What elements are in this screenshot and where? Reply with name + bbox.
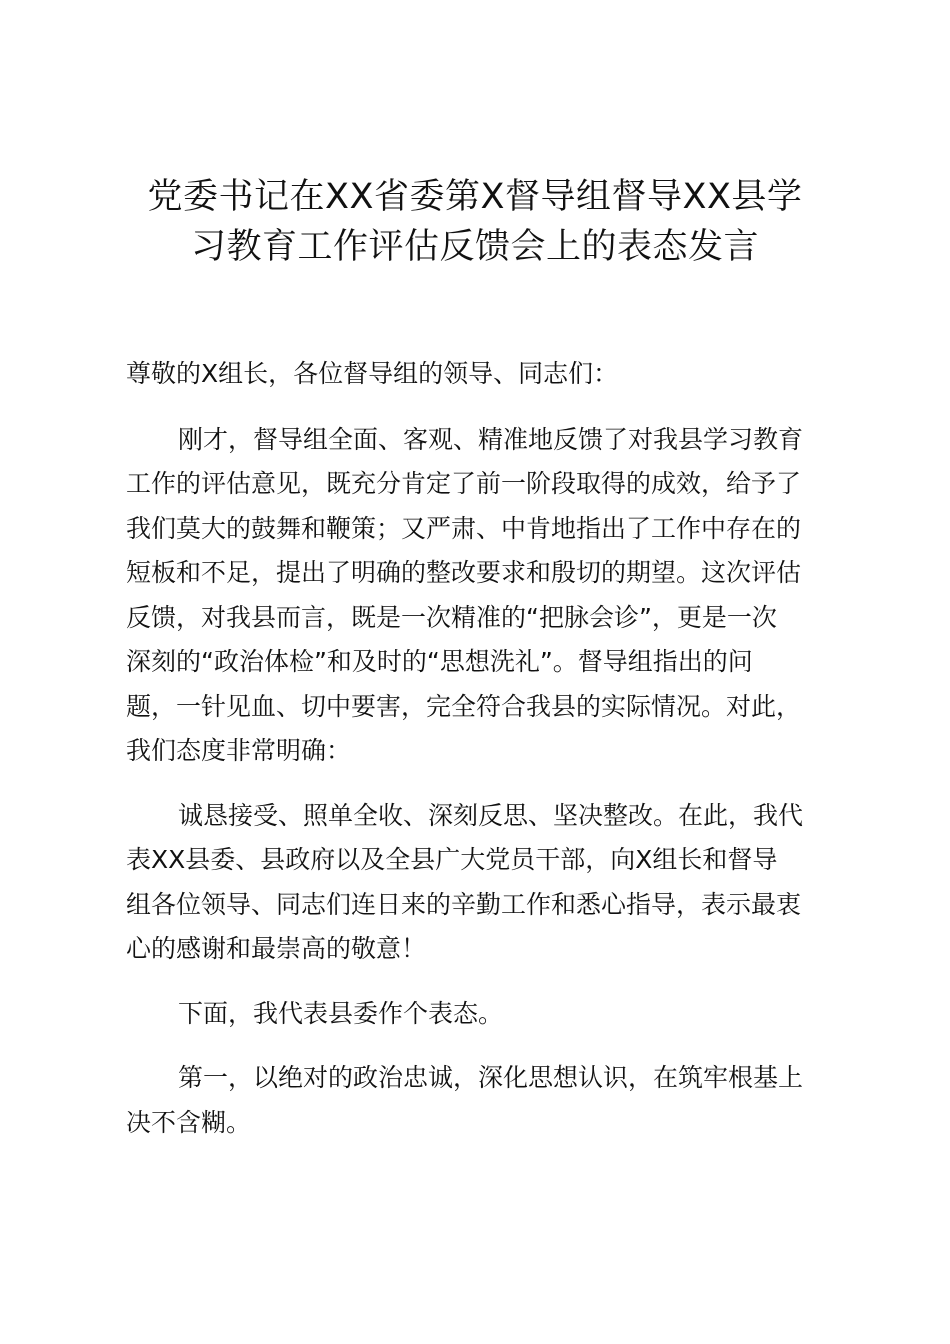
- paragraph-3-line: 下面，我代表县委作个表态。: [178, 998, 504, 1028]
- paragraph-1-line: 短板和不足，提出了明确的整改要求和殷切的期望。这次评估: [126, 558, 802, 587]
- paragraph-4: [126, 1056, 836, 1145]
- paragraph-4-line: 决不含糊。: [126, 1107, 252, 1137]
- paragraph-2-line: 心的感谢和最崇高的敬意！: [126, 934, 427, 963]
- paragraph-1: [126, 418, 836, 774]
- paragraph-1-line: 反馈，对我县而言，既是一次精准的“把脉会诊”，更是一次: [126, 602, 777, 632]
- paragraph-2-line: 诚恳接受、照单全收、深刻反思、坚决整改。在此，我代: [178, 800, 804, 830]
- paragraph-1-line: 刚才，督导组全面、客观、精准地反馈了对我县学习教育: [178, 424, 804, 454]
- paragraph-2-line: 组各位领导、同志们连日来的辛勤工作和悉心指导，表示最衷: [126, 889, 802, 919]
- paragraph-2: [126, 794, 836, 972]
- title-line-1: 党委书记在XX省委第X督导组督导XX县学: [147, 177, 803, 217]
- paragraph-4-line: 第一，以绝对的政治忠诚，深化思想认识，在筑牢根基上: [178, 1063, 804, 1092]
- paragraph-1-line: 深刻的“政治体检”和及时的“思想洗礼”。督导组指出的问: [126, 647, 753, 676]
- paragraph-3: [126, 992, 836, 1037]
- paragraph-1-line: 我们莫大的鼓舞和鞭策；又严肃、中肯地指出了工作中存在的: [126, 513, 802, 543]
- salutation: [126, 352, 836, 397]
- paragraph-1-line: 我们态度非常明确：: [126, 736, 352, 765]
- salutation-text: 尊敬的X组长，各位督导组的领导、同志们：: [126, 359, 619, 388]
- paragraph-1-line: 题，一针见血、切中要害，完全符合我县的实际情况。对此，: [126, 691, 802, 721]
- paragraph-2-line: 表XX县委、县政府以及全县广大党员干部，向X组长和督导: [126, 845, 778, 874]
- paragraph-1-line: 工作的评估意见，既充分肯定了前一阶段取得的成效，给予了: [126, 469, 802, 498]
- document-title: [100, 172, 850, 272]
- title-line-2: 习教育工作评估反馈会上的表态发言: [190, 227, 759, 267]
- document-body: [126, 352, 836, 1145]
